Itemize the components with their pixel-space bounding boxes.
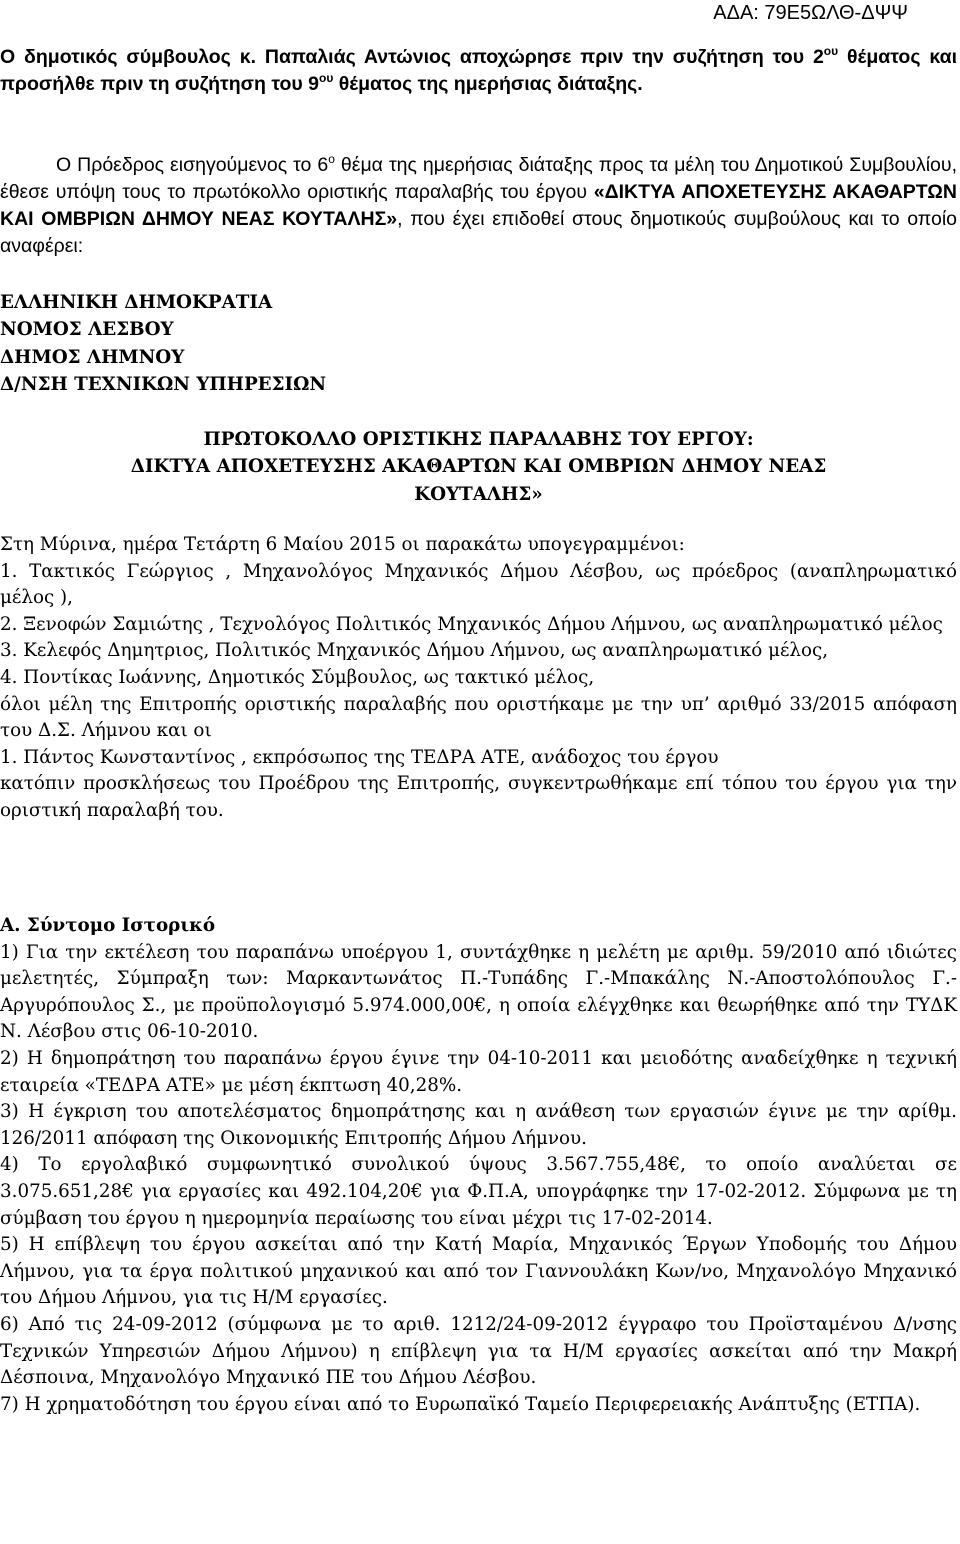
president-text-1: Ο Πρόεδρος εισηγούμενος το 6	[56, 154, 329, 176]
committee-members-note: όλοι μέλη της Επιτροπής οριστικής παραλαβής που οριστήκαμε με την υπ’ αριθμό 33/2015 απόφαση του Δ.Σ. Λήμνου και οι	[0, 693, 957, 742]
history-section	[0, 913, 957, 1418]
president-text-2: θέμα της ημερήσιας διάταξης προς τα μέλη του Δημοτικού Συμβουλίου, έθεσε υπόψη τους το πρωτόκολλο οριστικής παραλαβής του έργου	[0, 154, 957, 203]
authority-municipality: ΔΗΜΟΣ ΛΗΜΝΟΥ	[0, 346, 185, 368]
protocol-title-line-3: ΚΟΥΤΑΛΗΣ»	[414, 483, 543, 505]
ada-code: ΑΔΑ: 79Ε5ΩΛΘ-ΔΨΨ	[713, 2, 908, 24]
departure-text-3: θέματος της ημερήσιας διάταξης.	[333, 73, 643, 95]
history-item-3: 3) Η έγκριση του αποτελέσματος δημοπράτησης και η ανάθεση των εργασιών έγινε με την αρίθμ. 126/2011 απόφαση της Οικονομικής Επιτροπής Δήμου Λήμνου.	[0, 1101, 957, 1149]
ordinal-sup-1: ου	[823, 44, 839, 58]
committee-invitation: κατόπιν προσκλήσεως του Προέδρου της Επιτροπής, συγκεντρωθήκαμε επί τόπου του έργου για την οριστική παραλαβή του.	[0, 773, 957, 821]
history-heading-text: Σύντομο Ιστορικό	[26, 915, 216, 936]
contractor-representative: 1. Πάντος Κωνσταντίνος , εκπρόσωπος της ΤΕΔΡΑ ΑΤΕ, ανάδοχος του έργου	[0, 746, 719, 768]
history-item-1: 1) Για την εκτέλεση του παραπάνω υποέργου 1, συντάχθηκε η μελέτη με αριθμ. 59/2010 από ιδιώτες μελετητές, Σύμπραξη των: Μαρκαντωνάτος Π.-Τυπάδης Γ.-Μπακάλης Ν.-Αποστολόπουλος Γ.-Αργυρόπουλος Σ., με προϋπολογισμό 5.974.000,00€, η οποία ελέγχθηκε και θεωρήθηκε από την ΤΥΔΚ Ν. Λέσβου στις 06-10-2010.	[0, 941, 957, 1043]
committee-member-4: 4. Ποντίκας Ιωάννης, Δημοτικός Σύμβουλος, ως τακτικό μέλος,	[0, 666, 595, 688]
ordinal-sup-3: ο	[328, 152, 335, 166]
departure-text-2: θέματος και προσήλθε πριν τη συζήτηση του 9	[0, 46, 958, 95]
protocol-title-line-1: ΠΡΩΤΟΚΟΛΛΟ ΟΡΙΣΤΙΚΗΣ ΠΑΡΑΛΑΒΗΣ ΤΟΥ ΕΡΓΟΥ:	[203, 429, 754, 450]
ordinal-sup-2: ου	[319, 71, 334, 85]
authority-prefecture: ΝΟΜΟΣ ΛΕΣΒΟΥ	[0, 319, 174, 341]
committee-section	[0, 532, 957, 825]
history-item-2: 2) Η δημοπράτηση του παραπάνω έργου έγινε την 04-10-2011 και μειοδότης αναδείχθηκε η τεχνική εταιρεία «ΤΕΔΡΑ ΑΤΕ» με μέση έκπτωση 40,28%.	[0, 1047, 957, 1096]
history-heading	[0, 913, 957, 940]
history-item-5: 5) Η επίβλεψη του έργου ασκείται από την Κατή Μαρία, Μηχανικός Έργων Υποδομής του Δήμου Λήμνου, για τα έργα πολιτικού μηχανικού και από τον Γιαννουλάκη Κων/νο, Μηχανολόγο Μηχανικό του Δήμου Λήμνου, για τις Η/Μ εργασίες.	[0, 1234, 957, 1309]
history-item-7: 7) Η χρηματοδότηση του έργου είναι από το Ευρωπαϊκό Ταμείο Περιφερειακής Ανάπτυξης (ΕΤΠΑ).	[0, 1393, 921, 1415]
history-item-4: 4) Το εργολαβικό συμφωνητικό συνολικού ύψους 3.567.755,48€, το οποίο αναλύεται σε 3.075.651,28€ για εργασίες και 492.104,20€ για Φ.Π.Α, υπογράφηκε την 17-02-2012. Σύμφωνα με τη σύμβαση του έργου η ημερομηνία περαίωσης του είναι μέχρι τις 17-02-2014.	[0, 1154, 957, 1229]
committee-opening: Στη Μύρινα, ημέρα Τετάρτη 6 Μαίου 2015 οι παρακάτω υπογεγραμμένοι:	[0, 534, 685, 555]
committee-member-3: 3. Κελεφός Δημητριος, Πολιτικός Μηχανικός Δήμου Λήμνου, ως αναπληρωματικό μέλος,	[0, 640, 829, 662]
authority-block	[0, 289, 957, 398]
history-heading-letter: Α.	[0, 915, 27, 936]
departure-text-1: Ο δημοτικός σύμβουλος κ. Παπαλιάς Αντώνιος αποχώρησε πριν την συζήτηση του 2	[0, 46, 824, 68]
president-paragraph	[0, 152, 957, 260]
committee-member-1: 1. Τακτικός Γεώργιος , Μηχανολόγος Μηχανικός Δήμου Λέσβου, ως πρόεδρος (αναπληρωματικό μέλος ),	[0, 560, 957, 609]
authority-country: ΕΛΛΗΝΙΚΗ ΔΗΜΟΚΡΑΤΙΑ	[0, 292, 273, 313]
president-text-3: , που έχει επιδοθεί στους δημοτικούς συμβούλους και το οποίο αναφέρει:	[0, 208, 957, 257]
history-item-6: 6) Από τις 24-09-2012 (σύμφωνα με το αριθ. 1212/24-09-2012 έγγραφο του Προϊσταμένου Δ/νσης Τεχνικών Υπηρεσιών Δήμου Λήμνου) η επίβλεψη για τα Η/Μ εργασίες ασκείται από την Μακρή Δέσποινα, Μηχανολόγο Μηχανικό ΠΕ του Δήμου Λέσβου.	[0, 1313, 957, 1389]
departure-paragraph	[0, 44, 957, 98]
protocol-title	[0, 426, 957, 508]
project-name: «ΔΙΚΤΥΑ ΑΠΟΧΕΤΕΥΣΗΣ ΑΚΑΘΑΡΤΩΝ ΚΑΙ ΟΜΒΡΙΩΝ ΔΗΜΟΥ ΝΕΑΣ ΚΟΥΤΑΛΗΣ»	[0, 181, 957, 230]
protocol-title-line-2: ΔΙΚΤΥΑ ΑΠΟΧΕΤΕΥΣΗΣ ΑΚΑΘΑΡΤΩΝ ΚΑΙ ΟΜΒΡΙΩΝ ΔΗΜΟΥ ΝΕΑΣ	[130, 456, 827, 478]
authority-directorate: Δ/ΝΣΗ ΤΕΧΝΙΚΩΝ ΥΠΗΡΕΣΙΩΝ	[0, 373, 327, 395]
committee-member-2: 2. Ξενοφών Σαμιώτης , Τεχνολόγος Πολιτικός Μηχανικός Δήμου Λήμνου, ως αναπληρωματικό μέλος	[0, 613, 943, 635]
